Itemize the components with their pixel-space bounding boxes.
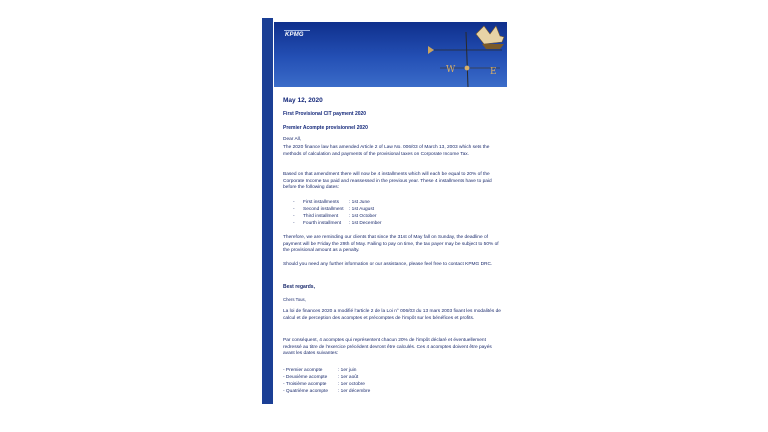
list-item-date: : 1er juin (338, 368, 357, 373)
list-item-label: Fourth installment (303, 221, 342, 226)
weather-vane-image (424, 24, 507, 87)
list-item-date: : 1st December (349, 221, 382, 226)
paragraph-french-2: Par conséquent, 4 acomptes qui représentent chacun 20% de l’impôt déclaré et éventuellement redressé au titre de l’exercice précédent devront être calculés. Ces 4 acomptes doivent être payés avant les dates suivantes: (283, 338, 492, 356)
list-item-date: : 1st August (349, 207, 375, 212)
header-banner (274, 22, 507, 87)
document-side-bar (262, 18, 273, 404)
paragraph-english-2: Based on that amendment there will now be 4 installments which will each be equal to 20% of the Corporate Income tax paid and reassessed in the previous year. These 4 installments have to paid before the following dates: (283, 172, 492, 190)
list-item-label: - Quatrième acompte (283, 389, 329, 394)
paragraph-french-1: La loi de finances 2020 a modifié l’article 2 de la Loi n° 006/03 du 13 mars 2003 fixant les modalités de calcul et de perception des acomptes et précomptes de l’impôt sur les bénéfices et profits. (283, 309, 501, 321)
list-item-label: - Premier acompte (283, 368, 323, 373)
list-item-marker: - (293, 207, 295, 212)
title-french: Premier Acompte provisionnel 2020 (283, 125, 368, 131)
list-item-label: First installments (303, 200, 339, 205)
paragraph-english-4: Should you need any further information or our assistance, please feel free to contact KPMG DRC. (283, 262, 493, 267)
greeting-english: Dear All, (283, 137, 302, 142)
list-item-marker: - (293, 214, 295, 219)
kpmg-logo: KPMG (285, 32, 304, 38)
list-item-marker: - (293, 221, 295, 226)
greeting-french: Chers Tous, (283, 297, 306, 302)
list-item-date: : 1er octobre (338, 382, 365, 387)
logo-rule (284, 30, 310, 31)
list-item-date: : 1er décembre (338, 389, 371, 394)
list-item-label: - Deuxième acompte (283, 375, 328, 380)
list-item-label: Second installment (303, 207, 344, 212)
title-english: First Provisional CIT payment 2020 (283, 111, 367, 117)
paragraph-english-1: The 2020 finance law has amended Article 2 of Law No. 006/03 of March 13, 2003 which sets the methods of calculation and payments of the provisional taxes on Corporate Income Tax. (283, 145, 490, 157)
list-item-date: : 1st October (349, 214, 377, 219)
paragraph-english-3: Therefore, we are reminding our clients that since the 31st of May fall on Sunday, the deadline of payment will be Friday the 29th of May. Failing to pay on time, the tax payer may be subject to 50% of the provisional amount as a penalty. (283, 235, 499, 253)
list-item-label: Third installment (303, 214, 339, 219)
list-item-label: - Troisième acompte (283, 382, 327, 387)
closing-english: Best regards, (283, 284, 315, 290)
svg-text:E: E (490, 67, 497, 77)
document-date: May 12, 2020 (283, 97, 323, 104)
svg-text:W: W (446, 65, 456, 75)
list-item-date: : 1st June (349, 200, 370, 205)
list-item-marker: - (293, 200, 295, 205)
list-item-date: : 1er août (338, 375, 359, 380)
